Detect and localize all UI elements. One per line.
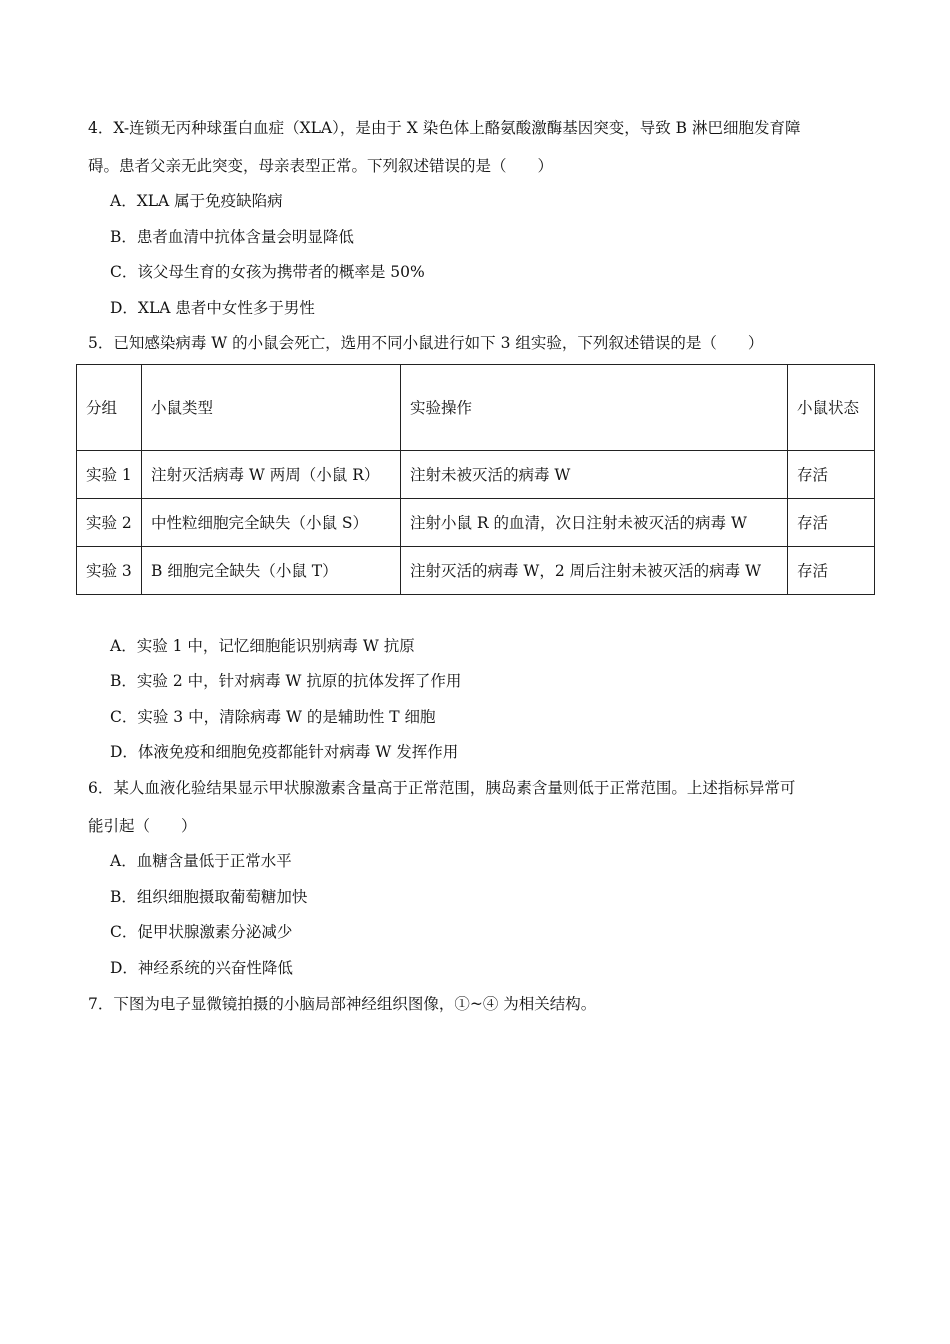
cell-group: 实验 3 bbox=[77, 547, 142, 595]
cell-operation: 注射未被灭活的病毒 W bbox=[401, 451, 788, 499]
q5-option-d: D．体液免疫和细胞免疫都能针对病毒 W 发挥作用 bbox=[110, 743, 459, 761]
header-group: 分组 bbox=[77, 365, 142, 451]
table-header-row bbox=[77, 365, 875, 451]
q4-stem-line-1: 4．X-连锁无丙种球蛋白血症（XLA），是由于 X 染色体上酪氨酸激酶基因突变，导致 B 淋巴细胞发育障 bbox=[88, 119, 801, 137]
q4-option-d: D．XLA 患者中女性多于男性 bbox=[110, 299, 315, 317]
q6-stem-line-2: 能引起（ ） bbox=[88, 817, 197, 835]
q5-option-b: B．实验 2 中，针对病毒 W 抗原的抗体发挥了作用 bbox=[110, 672, 462, 690]
q4-option-c: C．该父母生育的女孩为携带者的概率是 50% bbox=[110, 263, 425, 281]
q6-stem-line-1: 6．某人血液化验结果显示甲状腺激素含量高于正常范围，胰岛素含量则低于正常范围。上述指标异常可 bbox=[88, 779, 796, 797]
cell-mouse-type: B 细胞完全缺失（小鼠 T） bbox=[142, 547, 401, 595]
table-row bbox=[77, 451, 875, 499]
q6-option-c: C．促甲状腺激素分泌减少 bbox=[110, 923, 293, 941]
header-mouse-state: 小鼠状态 bbox=[788, 365, 875, 451]
cell-mouse-type: 注射灭活病毒 W 两周（小鼠 R） bbox=[142, 451, 401, 499]
table-row bbox=[77, 499, 875, 547]
header-operation: 实验操作 bbox=[401, 365, 788, 451]
q6-option-d: D．神经系统的兴奋性降低 bbox=[110, 959, 293, 977]
cell-mouse-state: 存活 bbox=[788, 451, 875, 499]
cell-mouse-state: 存活 bbox=[788, 547, 875, 595]
q6-option-b: B．组织细胞摄取葡萄糖加快 bbox=[110, 888, 308, 906]
cell-operation: 注射小鼠 R 的血清，次日注射未被灭活的病毒 W bbox=[401, 499, 788, 547]
q7-stem: 7．下图为电子显微镜拍摄的小脑局部神经组织图像，①~④ 为相关结构。 bbox=[88, 995, 597, 1013]
q5-option-c: C．实验 3 中，清除病毒 W 的是辅助性 T 细胞 bbox=[110, 708, 436, 726]
q6-option-a: A．血糖含量低于正常水平 bbox=[110, 852, 292, 870]
experiment-table bbox=[76, 364, 875, 595]
cell-mouse-state: 存活 bbox=[788, 499, 875, 547]
q4-stem-line-2: 碍。患者父亲无此突变，母亲表型正常。下列叙述错误的是（ ） bbox=[88, 157, 554, 175]
q5-option-a: A．实验 1 中，记忆细胞能识别病毒 W 抗原 bbox=[110, 637, 415, 655]
q4-option-b: B．患者血清中抗体含量会明显降低 bbox=[110, 228, 354, 246]
q5-stem: 5．已知感染病毒 W 的小鼠会死亡，选用不同小鼠进行如下 3 组实验，下列叙述错误的是（ ） bbox=[88, 334, 764, 352]
cell-mouse-type: 中性粒细胞完全缺失（小鼠 S） bbox=[142, 499, 401, 547]
table-row bbox=[77, 547, 875, 595]
header-mouse-type: 小鼠类型 bbox=[142, 365, 401, 451]
cell-group: 实验 1 bbox=[77, 451, 142, 499]
cell-operation: 注射灭活的病毒 W，2 周后注射未被灭活的病毒 W bbox=[401, 547, 788, 595]
q4-option-a: A．XLA 属于免疫缺陷病 bbox=[110, 192, 283, 210]
cell-group: 实验 2 bbox=[77, 499, 142, 547]
